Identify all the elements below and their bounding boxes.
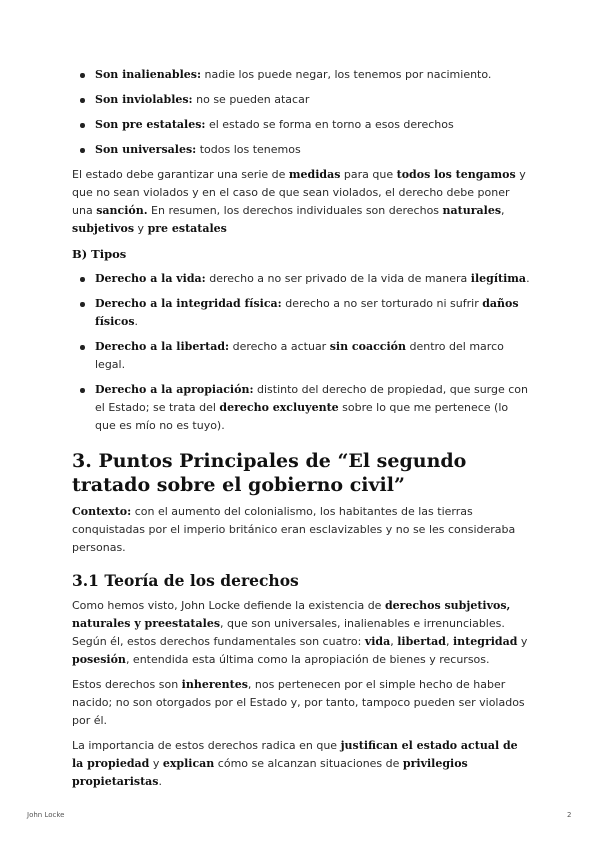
- list-item: Derecho a la integridad física: derecho a no ser torturado ni sufrir daños físicos.: [72, 295, 532, 331]
- subsection-heading: 3.1 Teoría de los derechos: [72, 571, 299, 590]
- list-item-text: el estado se forma en torno a esos derechos: [205, 118, 454, 131]
- list-item: Derecho a la libertad: derecho a actuar sin coacción dentro del marco legal.: [72, 338, 532, 374]
- list-item: Derecho a la apropiación: distinto del derecho de propiedad, que surge con el Estado; se trata del derecho excluyente sobre lo que me pertenece (lo que es mío no es tuyo).: [72, 381, 532, 435]
- list-item-text: todos los tenemos: [196, 143, 301, 156]
- list-item-term: Son inalienables:: [95, 68, 202, 81]
- footer-title: John Locke: [27, 811, 65, 819]
- paragraph-state-guarantee: El estado debe garantizar una serie de medidas para que todos los tengamos y que no sean violados y en el caso de que sean violados, el derecho debe poner una sanción. En resumen, los derechos individuales son derechos naturales, subjetivos y pre estatales: [72, 168, 526, 235]
- page-number: 2: [567, 811, 572, 819]
- paragraph-inherent-rights: Estos derechos son inherentes, nos pertenecen por el simple hecho de haber nacido; no son otorgados por el Estado y, por tanto, tampoco pueden ser violados por él.: [72, 678, 525, 727]
- list-item: [72, 91, 532, 109]
- list-item: [72, 141, 532, 159]
- rights-types-list: [72, 270, 532, 435]
- list-item-text: nadie los puede negar, los tenemos por nacimiento.: [201, 68, 492, 81]
- list-item: [72, 66, 532, 84]
- page-content: [72, 66, 532, 798]
- list-item: [72, 116, 532, 134]
- list-item: Derecho a la vida: derecho a no ser privado de la vida de manera ilegítima.: [72, 270, 532, 288]
- list-item-term: Son inviolables:: [95, 93, 193, 106]
- list-item-term: Son pre estatales:: [95, 118, 206, 131]
- list-item-term: Son universales:: [95, 143, 197, 156]
- subheading-tipos: B) Tipos: [72, 247, 127, 261]
- paragraph-contexto: Contexto: con el aumento del colonialismo, los habitantes de las tierras conquistadas por el imperio británico eran esclavizables y no se les consideraba personas.: [72, 505, 516, 554]
- paragraph-locke-rights: Como hemos visto, John Locke defiende la existencia de derechos subjetivos, naturales y preestatales, que son universales, inalienables e irrenunciables. Según él, estos derechos fundamentales son cuatro: vida, libertad, integridad y posesión, entendida esta última como la apropiación de bienes y recursos.: [72, 599, 528, 666]
- section-heading: 3. Puntos Principales de “El segundo tratado sobre el gobierno civil”: [72, 450, 467, 496]
- rights-characteristics-list: [72, 66, 532, 159]
- paragraph-importance: La importancia de estos derechos radica en que justifican el estado actual de la propiedad y explican cómo se alcanzan situaciones de privilegios propietaristas.: [72, 739, 518, 788]
- list-item-text: no se pueden atacar: [192, 93, 310, 106]
